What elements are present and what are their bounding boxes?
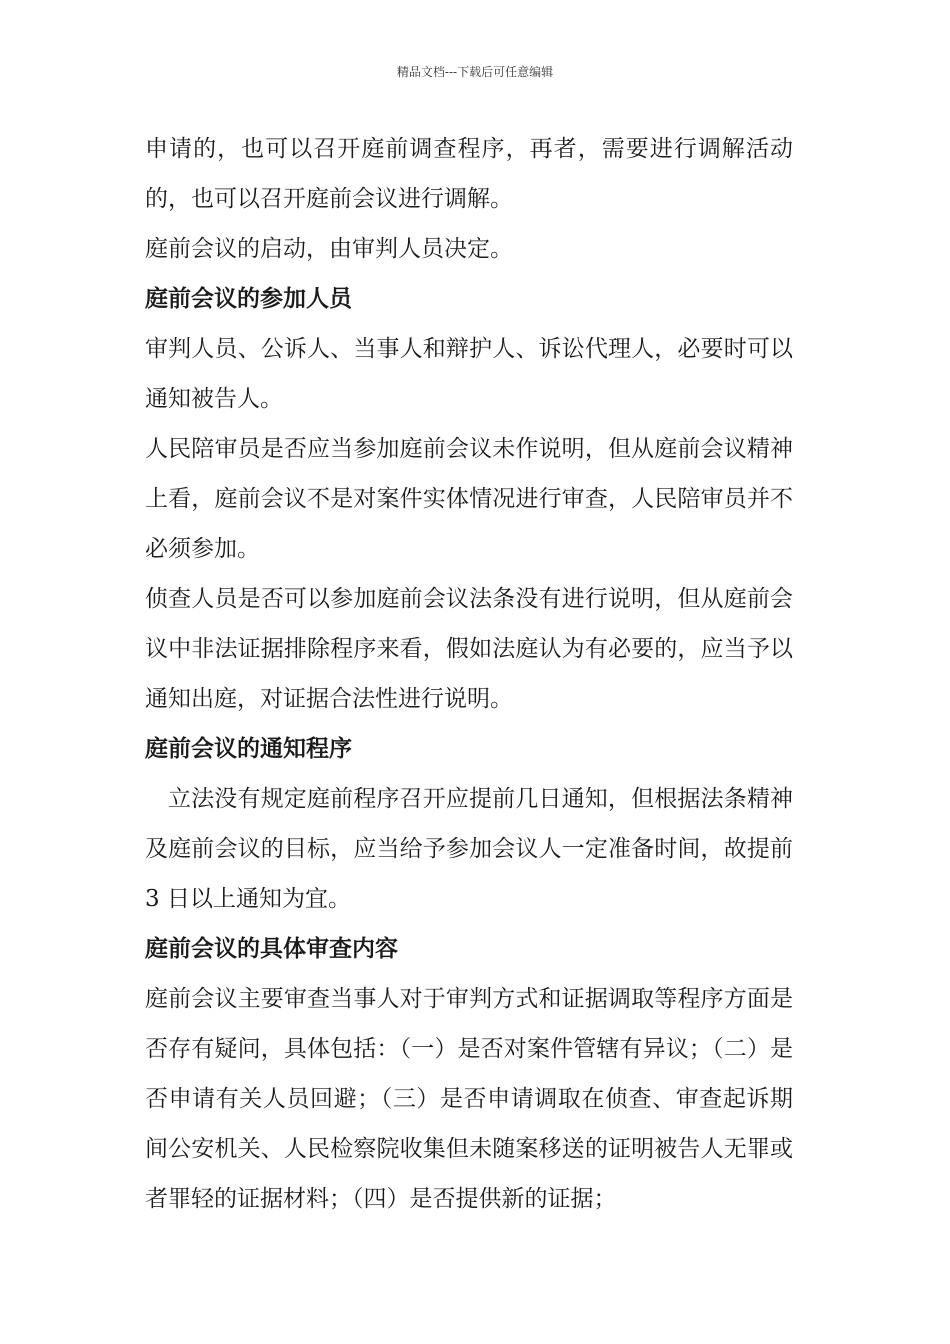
paragraph-mediation: 申请的，也可以召开庭前调查程序，再者，需要进行调解活动的，也可以召开庭前会议进行调解。 xyxy=(145,136,793,212)
document-body xyxy=(145,124,793,1224)
heading-review-content: 庭前会议的具体审查内容 xyxy=(145,935,398,962)
heading-notification: 庭前会议的通知程序 xyxy=(145,735,352,762)
paragraph-review-content: 庭前会议主要审查当事人对于审判方式和证据调取等程序方面是否存有疑问，具体包括：（一）是否对案件管辖有异议；（二）是否申请有关人员回避；（三）是否申请调取在侦查、审查起诉期间公安机关、人民检察院收集但未随案移送的证明被告人无罪或者罪轻的证据材料；（四）是否提供新的证据； xyxy=(145,986,793,1212)
paragraph-jurors: 人民陪审员是否应当参加庭前会议未作说明，但从庭前会议精神上看，庭前会议不是对案件实体情况进行审查，人民陪审员并不必须参加。 xyxy=(145,436,793,562)
page-header: 精品文档---下载后可任意编辑 xyxy=(396,65,554,79)
paragraph-notification: 立法没有规定庭前程序召开应提前几日通知，但根据法条精神及庭前会议的目标，应当给予参加会议人一定准备时间，故提前 3 日以上通知为宜。 xyxy=(145,786,793,912)
paragraph-participants: 审判人员、公诉人、当事人和辩护人、诉讼代理人，必要时可以通知被告人。 xyxy=(145,336,793,412)
heading-participants: 庭前会议的参加人员 xyxy=(145,285,352,312)
paragraph-investigators: 侦查人员是否可以参加庭前会议法条没有进行说明，但从庭前会议中非法证据排除程序来看，假如法庭认为有必要的，应当予以通知出庭，对证据合法性进行说明。 xyxy=(145,586,793,712)
paragraph-initiation: 庭前会议的启动，由审判人员决定。 xyxy=(145,236,513,262)
